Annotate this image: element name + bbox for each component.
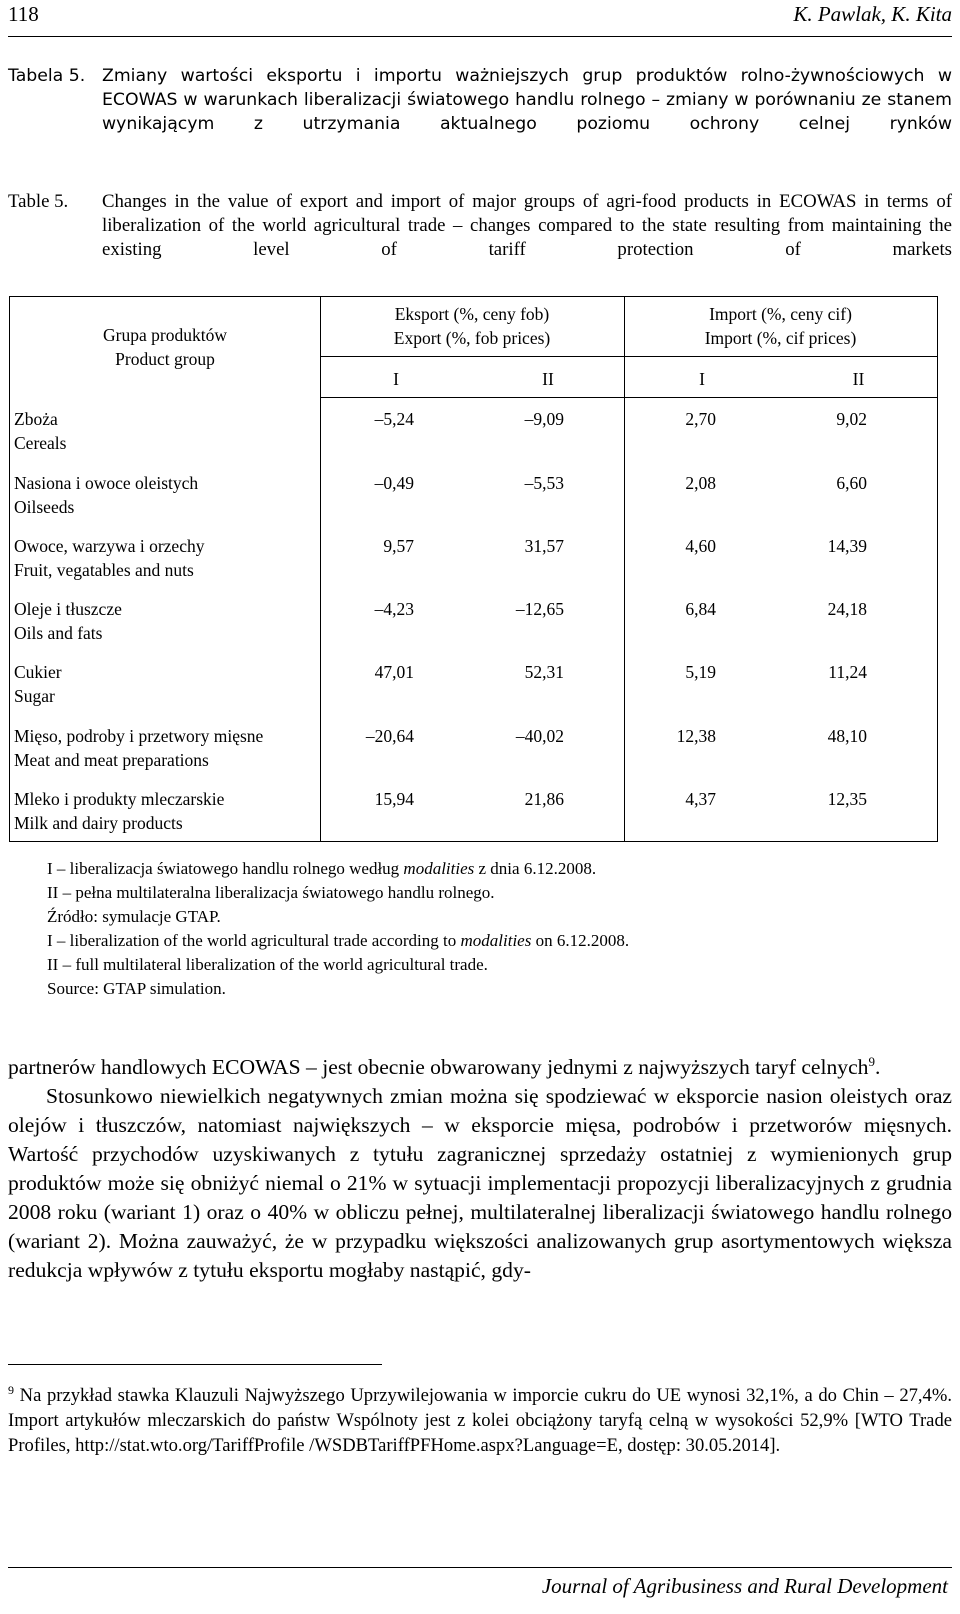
table-cell: 31,57	[524, 536, 564, 556]
journal-footer: Journal of Agribusiness and Rural Development	[541, 1574, 948, 1598]
table-cell: 6,60	[836, 473, 867, 493]
table-row-label-pl: Cukier	[14, 662, 62, 682]
table-row-label-en: Meat and meat preparations	[14, 750, 209, 770]
caption-label-pl: Tabela 5.	[8, 66, 86, 86]
table-cell: –40,02	[515, 726, 564, 746]
table-divider	[320, 397, 937, 398]
table-cell: 21,86	[524, 789, 564, 809]
table-row-label-pl: Zboża	[14, 409, 58, 429]
subheader-export-II: II	[542, 369, 554, 389]
table-caption-pl	[8, 64, 952, 160]
body-text	[8, 1047, 952, 1285]
data-table	[9, 296, 938, 842]
footer-rule	[8, 1567, 952, 1568]
paragraph: partnerów handlowych ECOWAS – jest obecnie obwarowany jednymi z najwyższych taryf celnych$^9$.	[8, 1054, 881, 1080]
table-row-label-pl: Nasiona i owoce oleistych	[14, 473, 199, 493]
page-number: 118	[8, 2, 39, 26]
header-export-pl: Eksport (%, ceny fob)	[394, 304, 550, 324]
table-cell: –4,23	[374, 599, 414, 619]
paragraph: Stosunkowo niewielkich negatywnych zmian można się spodziewać w eksporcie nasion oleistych oraz olejów i tłuszczów, natomiast największych – w eksporcie mięsa, podrobów i przetworów mięsnych. Wartość przychodów uzyskiwanych z tytułu zagranicznej sprzedaży ostatniej z wymienionych grup produktów może się obniżyć niemal o 21% w sytuacji implementacji propozycji liberalizacyjnych z grudnia 2008 roku (wariant 1) oraz o 40% w obliczu pełnej, multilateralnej liberalizacji światowego handlu rolnego (wariant 2). Można zauważyć, że w przypadku większości analizowanych grup asortymentowych większa redukcja wpływów z tytułu eksportu mogłaby nastąpić, gdy-	[8, 1084, 952, 1283]
table-row-label-en: Cereals	[14, 433, 67, 453]
header-import-en: Import (%, cif prices)	[704, 328, 857, 348]
table-row-label-en: Oilseeds	[14, 497, 75, 517]
table-cell: 52,31	[524, 662, 564, 682]
table-row-label-pl: Mięso, podroby i przetwory mięsne	[14, 726, 264, 746]
table-cell: –12,65	[515, 599, 564, 619]
table-divider	[320, 356, 937, 357]
header-group-en: Product group	[115, 349, 215, 369]
subheader-import-II: II	[852, 369, 865, 389]
table-cell: 4,60	[685, 536, 716, 556]
footnote-text: Na przykład stawka Klauzuli Najwyższego Uprzywilejowania w imporcie cukru do UE wynosi 32,1%, a do Chin – 27,4%. Import artykułów mleczarskich do państw Wspólnoty jest z kolei obciążony taryfą celną w wysokości 52,9% [WTO Trade Profiles, http://stat.wto.org/TariffProfile /WSDBTariffPFHome.aspx?Language=E, dostęp: 30.05.2014].	[8, 1385, 952, 1457]
note-line: I – liberalization of the world agricultural trade according to modalities on 6.12.2008.	[47, 931, 630, 950]
footnote	[8, 1378, 952, 1458]
table-cell: 15,94	[374, 789, 414, 809]
footnote-number: 9	[8, 1383, 14, 1397]
table-cell: 5,19	[685, 662, 716, 682]
header-import-pl: Import (%, ceny cif)	[709, 304, 852, 324]
subheader-export-I: I	[393, 369, 399, 389]
header-export-en: Export (%, fob prices)	[393, 328, 551, 348]
table-cell: –20,64	[365, 726, 414, 746]
table-row-label-pl: Mleko i produkty mleczarskie	[14, 789, 225, 809]
footnote-rule	[8, 1364, 382, 1365]
table-cell: 6,84	[685, 599, 716, 619]
table-cell: 48,10	[827, 726, 867, 746]
table-cell: –9,09	[524, 409, 564, 429]
table-row-label-pl: Owoce, warzywa i orzechy	[14, 536, 205, 556]
table-cell: 12,38	[676, 726, 716, 746]
table-notes	[47, 857, 629, 1001]
running-authors: K. Pawlak, K. Kita	[793, 2, 952, 26]
running-header	[8, 2, 952, 37]
table-cell: 14,39	[827, 536, 867, 556]
note-line: I – liberalizacja światowego handlu rolnego według modalities z dnia 6.12.2008.	[47, 859, 597, 878]
table-cell: 11,24	[828, 662, 867, 682]
table-row-label-en: Sugar	[14, 686, 55, 706]
table-cell: –0,49	[374, 473, 414, 493]
caption-text-en: Changes in the value of export and import of major groups of agri-food products in ECOWAS in terms of liberalization of the world agricultural trade – changes compared to the state resulting from maintaining the existing level of tariff protection of markets	[102, 191, 952, 260]
table-cell: 9,57	[383, 536, 414, 556]
table-cell: –5,53	[524, 473, 564, 493]
table-cell: 9,02	[836, 409, 867, 429]
table-caption-en	[8, 190, 952, 286]
table-row-label-en: Oils and fats	[14, 623, 103, 643]
table-row-label-en: Fruit, vegatables and nuts	[14, 560, 194, 580]
table-cell: 47,01	[374, 662, 414, 682]
table-cell: 2,70	[685, 409, 716, 429]
table-cell: 12,35	[827, 789, 867, 809]
subheader-import-I: I	[699, 369, 705, 389]
note-line: II – pełna multilateralna liberalizacja światowego handlu rolnego.	[47, 883, 495, 902]
table-cell: 24,18	[827, 599, 867, 619]
table-row-label-en: Milk and dairy products	[14, 813, 183, 833]
table-cell: 4,37	[685, 789, 716, 809]
table-cell: –5,24	[374, 409, 414, 429]
table-row-label-pl: Oleje i tłuszcze	[14, 599, 122, 619]
note-source: Źródło: symulacje GTAP.	[47, 907, 221, 926]
note-source: Source: GTAP simulation.	[47, 979, 226, 998]
note-line: II – full multilateral liberalization of the world agricultural trade.	[47, 955, 488, 974]
caption-text-pl: Zmiany wartości eksportu i importu ważniejszych grup produktów rolno-żywnościowych w ECOWAS w warunkach liberalizacji światowego handlu rolnego – zmiany w porównaniu ze stanem wynikającym z utrzymania aktualnego poziomu ochrony celnej rynków	[102, 66, 952, 134]
table-cell: 2,08	[685, 473, 716, 493]
header-group-pl: Grupa produktów	[103, 325, 227, 345]
caption-label-en: Table 5.	[8, 191, 69, 212]
